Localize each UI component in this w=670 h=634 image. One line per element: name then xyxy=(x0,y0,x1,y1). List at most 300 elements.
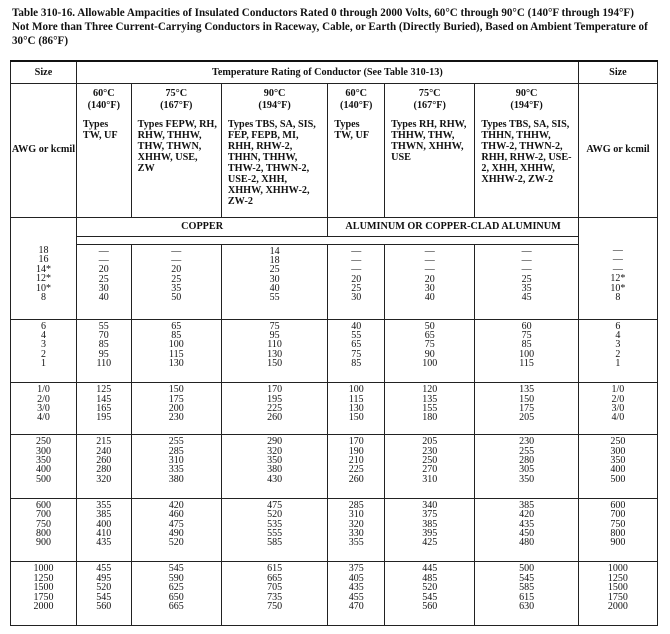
ampacity-value: 400 xyxy=(35,464,51,476)
group-cell-al60 xyxy=(328,319,385,383)
ampacity-table xyxy=(10,60,658,626)
types-cu-75: Types FEPW, RH, RHW, THHW, THW, THWN, XHHW, USE, ZW xyxy=(131,119,221,217)
ampacity-value: 135 xyxy=(519,384,535,396)
group-cell-cu75 xyxy=(131,435,221,499)
ampacity-value: 1500 xyxy=(33,582,54,594)
ampacity-value: 260 xyxy=(267,412,283,424)
group-cell-size-r xyxy=(578,244,657,319)
ampacity-value: 18 xyxy=(38,245,49,256)
group-cell-size-r xyxy=(578,435,657,499)
ampacity-value: 435 xyxy=(348,582,364,594)
group-cell-cu75 xyxy=(131,498,221,562)
ampacity-value: — xyxy=(424,264,435,276)
ampacity-value: 1/0 xyxy=(37,384,50,396)
group-cell-size xyxy=(11,319,77,383)
ampacity-value: 420 xyxy=(168,499,184,511)
ampacity-value: 520 xyxy=(96,582,112,594)
ampacity-value: — xyxy=(424,254,435,266)
ampacity-value: 320 xyxy=(267,445,283,457)
ampacity-value: 560 xyxy=(96,600,112,612)
group-cell-al75 xyxy=(385,383,475,435)
ampacity-value: 20 xyxy=(351,273,362,285)
ampacity-group-row xyxy=(11,435,658,499)
ampacity-value: 590 xyxy=(168,572,184,584)
ampacity-value: 130 xyxy=(168,358,184,370)
group-cell-al90 xyxy=(475,383,579,435)
ampacity-value: 300 xyxy=(610,445,626,457)
ampacity-value: 12* xyxy=(610,273,626,285)
ampacity-value: — xyxy=(612,263,623,275)
ampacity-value: 250 xyxy=(610,436,626,448)
ampacity-value: 45 xyxy=(521,292,532,304)
group-cell-al60 xyxy=(328,435,385,499)
ampacity-value: 30 xyxy=(98,283,109,295)
ampacity-value: 1000 xyxy=(33,563,54,575)
ampacity-value: 800 xyxy=(35,527,51,539)
ampacity-value: 455 xyxy=(348,591,364,603)
ampacity-value: 400 xyxy=(96,518,112,530)
ampacity-group-row xyxy=(11,498,658,562)
ampacity-value: 385 xyxy=(96,509,112,521)
group-cell-size-r xyxy=(578,319,657,383)
ampacity-value: 385 xyxy=(422,518,438,530)
ampacity-value: 615 xyxy=(267,563,283,575)
ampacity-value: 230 xyxy=(422,445,438,457)
ampacity-value: 425 xyxy=(422,537,438,549)
ampacity-value: 555 xyxy=(267,527,283,539)
ampacity-value: 3 xyxy=(615,339,621,351)
ampacity-value: 380 xyxy=(267,464,283,476)
size-spacer-left xyxy=(11,217,77,236)
awg-label-right: AWG or kcmil xyxy=(578,83,657,217)
ampacity-value: 1750 xyxy=(607,591,628,603)
ampacity-value: 115 xyxy=(168,348,184,360)
ampacity-value: 20 xyxy=(424,273,435,285)
ampacity-value: 165 xyxy=(96,402,112,414)
ampacity-value: 40 xyxy=(424,292,435,304)
ampacity-value: 4/0 xyxy=(611,412,625,424)
ampacity-value: 500 xyxy=(519,563,535,575)
ampacity-value: 2 xyxy=(40,348,46,360)
ampacity-value: 4 xyxy=(40,329,46,341)
ampacity-value: 1000 xyxy=(607,563,628,575)
ampacity-value: 175 xyxy=(168,393,184,405)
ampacity-value: 10* xyxy=(610,282,626,294)
ampacity-value: — xyxy=(521,254,532,266)
ampacity-value: 420 xyxy=(519,509,535,521)
ampacity-value: 90 xyxy=(424,348,435,360)
group-cell-cu60 xyxy=(76,498,131,562)
size-header-left: Size xyxy=(11,61,77,83)
ampacity-value: 30 xyxy=(424,283,435,295)
group-cell-size xyxy=(11,562,77,626)
ampacity-value: 2000 xyxy=(33,600,54,612)
ampacity-value: 65 xyxy=(351,339,362,351)
ampacity-value: 4 xyxy=(615,329,621,341)
ampacity-value: 60 xyxy=(521,320,532,332)
ampacity-value: 320 xyxy=(348,518,364,530)
ampacity-value: 310 xyxy=(168,455,184,466)
temp-header-al-90: 90°C (194°F) xyxy=(475,83,579,119)
group-cell-al60 xyxy=(328,383,385,435)
ampacity-value: 1250 xyxy=(607,572,628,584)
ampacity-value: 500 xyxy=(35,473,51,485)
group-cell-al90 xyxy=(475,498,579,562)
group-cell-cu60 xyxy=(76,435,131,499)
ampacity-value: 585 xyxy=(519,582,535,594)
ampacity-value: 470 xyxy=(348,600,364,612)
temp-header-al-60: 60°C (140°F) xyxy=(328,83,385,119)
ampacity-value: 3/0 xyxy=(611,402,625,414)
ampacity-value: 20 xyxy=(98,264,109,276)
ampacity-value: 55 xyxy=(269,292,280,304)
ampacity-value: 750 xyxy=(610,518,626,530)
ampacity-value: 150 xyxy=(519,393,535,405)
ampacity-value: 210 xyxy=(348,455,364,466)
ampacity-value: 1 xyxy=(40,358,46,370)
ampacity-value: 600 xyxy=(35,499,51,511)
awg-label-left: AWG or kcmil xyxy=(11,83,77,217)
ampacity-value: 665 xyxy=(168,600,184,612)
ampacity-value: — xyxy=(521,245,532,257)
ampacity-value: 85 xyxy=(351,358,362,370)
ampacity-value: 260 xyxy=(348,473,364,485)
ampacity-value: — xyxy=(612,254,623,266)
ampacity-value: 665 xyxy=(267,572,283,584)
ampacity-value: 300 xyxy=(35,445,51,457)
temp-header-cu-60: 60°C (140°F) xyxy=(76,83,131,119)
ampacity-value: 650 xyxy=(168,591,184,603)
ampacity-group-row xyxy=(11,383,658,435)
group-cell-cu75 xyxy=(131,319,221,383)
ampacity-value: 2000 xyxy=(607,600,628,612)
group-cell-size-r xyxy=(578,383,657,435)
ampacity-value: — xyxy=(612,245,623,256)
ampacity-value: 200 xyxy=(168,402,184,414)
ampacity-value: 75 xyxy=(351,348,362,360)
ampacity-value: — xyxy=(521,264,532,276)
group-cell-al60 xyxy=(328,498,385,562)
ampacity-value: 10* xyxy=(35,282,51,294)
ampacity-value: 16 xyxy=(38,254,49,266)
ampacity-value: 14* xyxy=(35,263,51,275)
ampacity-value: 285 xyxy=(348,499,364,511)
ampacity-value: 430 xyxy=(267,473,283,485)
ampacity-value: 700 xyxy=(610,509,626,521)
ampacity-value: 2/0 xyxy=(37,393,50,405)
ampacity-value: 475 xyxy=(267,499,283,511)
aluminum-header: ALUMINUM OR COPPER-CLAD ALUMINUM xyxy=(328,217,579,236)
group-cell-cu60 xyxy=(76,244,131,319)
ampacity-value: 410 xyxy=(96,527,112,539)
group-cell-cu75 xyxy=(131,383,221,435)
temp-header-cu-75: 75°C (167°F) xyxy=(131,83,221,119)
ampacity-value: 65 xyxy=(171,320,182,332)
ampacity-value: 355 xyxy=(348,537,364,549)
ampacity-value: 205 xyxy=(519,412,535,424)
ampacity-value: 190 xyxy=(348,445,364,457)
ampacity-value: 65 xyxy=(424,329,435,341)
ampacity-value: 205 xyxy=(422,436,438,448)
ampacity-value: 230 xyxy=(519,436,535,448)
ampacity-value: 3/0 xyxy=(37,402,50,414)
ampacity-value: 750 xyxy=(35,518,51,530)
group-cell-size xyxy=(11,244,77,319)
ampacity-value: 120 xyxy=(422,384,438,396)
ampacity-value: — xyxy=(351,264,362,276)
group-cell-size xyxy=(11,435,77,499)
ampacity-value: 1/0 xyxy=(611,384,625,396)
ampacity-value: 50 xyxy=(424,320,435,332)
ampacity-value: 900 xyxy=(35,537,51,549)
header-gap-row xyxy=(11,236,658,244)
types-cu-90: Types TBS, SA, SIS, FEP, FEPB, MI, RHH, RHW-2, THHN, THHW, THW-2, THWN-2, USE-2, XHH, XHHW, XHHW-2, ZW-2 xyxy=(221,119,327,217)
ampacity-value: 125 xyxy=(96,384,112,396)
ampacity-value: 145 xyxy=(96,393,112,405)
types-al-60: Types TW, UF xyxy=(328,119,385,217)
ampacity-value: 305 xyxy=(519,464,535,476)
group-cell-cu90 xyxy=(221,383,327,435)
ampacity-value: 630 xyxy=(519,600,535,612)
types-cu-60: Types TW, UF xyxy=(76,119,131,217)
ampacity-value: 180 xyxy=(422,412,438,424)
ampacity-value: 170 xyxy=(267,384,283,396)
ampacity-value: 435 xyxy=(96,537,112,549)
group-cell-al75 xyxy=(385,319,475,383)
ampacity-value: 225 xyxy=(348,464,364,476)
ampacity-value: 485 xyxy=(422,572,438,584)
ampacity-value: 900 xyxy=(610,537,626,549)
group-cell-size-r xyxy=(578,562,657,626)
ampacity-value: 150 xyxy=(348,412,364,424)
ampacity-value: 1250 xyxy=(33,572,54,584)
group-cell-cu90 xyxy=(221,562,327,626)
ampacity-value: 705 xyxy=(267,582,283,594)
ampacity-value: 2/0 xyxy=(611,393,625,405)
ampacity-value: 195 xyxy=(96,412,112,424)
group-cell-cu90 xyxy=(221,498,327,562)
ampacity-value: 30 xyxy=(351,292,362,304)
ampacity-value: — xyxy=(171,245,182,257)
ampacity-value: 800 xyxy=(610,527,626,539)
temperature-rating-header: Temperature Rating of Conductor (See Table 310-13) xyxy=(76,61,578,83)
ampacity-value: 280 xyxy=(96,464,112,476)
ampacity-value: 400 xyxy=(610,464,626,476)
ampacity-value: 385 xyxy=(519,499,535,511)
ampacity-value: 215 xyxy=(96,436,112,448)
ampacity-value: 130 xyxy=(348,402,364,414)
ampacity-value: — xyxy=(98,245,109,257)
group-cell-al60 xyxy=(328,562,385,626)
ampacity-value: 380 xyxy=(168,473,184,485)
group-cell-al60 xyxy=(328,244,385,319)
group-cell-size xyxy=(11,498,77,562)
ampacity-group-row xyxy=(11,244,658,319)
ampacity-value: 280 xyxy=(519,455,535,466)
ampacity-value: 55 xyxy=(98,320,109,332)
ampacity-value: 240 xyxy=(96,445,112,457)
group-cell-al75 xyxy=(385,244,475,319)
ampacity-group-row xyxy=(11,562,658,626)
ampacity-value: 195 xyxy=(267,393,283,405)
ampacity-value: 75 xyxy=(269,320,280,332)
ampacity-value: 455 xyxy=(96,563,112,575)
ampacity-value: 335 xyxy=(168,464,184,476)
ampacity-value: 1500 xyxy=(607,582,628,594)
ampacity-value: 25 xyxy=(98,273,109,285)
ampacity-value: 600 xyxy=(610,499,626,511)
ampacity-value: 395 xyxy=(422,527,438,539)
ampacity-value: 260 xyxy=(96,455,112,466)
ampacity-value: 95 xyxy=(269,329,280,341)
ampacity-value: 170 xyxy=(348,436,364,448)
ampacity-value: 100 xyxy=(519,348,535,360)
ampacity-value: — xyxy=(98,254,109,266)
ampacity-value: 30 xyxy=(269,273,280,285)
group-cell-cu75 xyxy=(131,562,221,626)
ampacity-value: 535 xyxy=(267,518,283,530)
ampacity-value: 350 xyxy=(35,455,51,466)
ampacity-value: 85 xyxy=(521,339,532,351)
group-cell-cu60 xyxy=(76,319,131,383)
ampacity-value: 70 xyxy=(98,329,109,341)
ampacity-value: 1750 xyxy=(33,591,54,603)
ampacity-value: 1 xyxy=(615,358,621,370)
ampacity-value: 750 xyxy=(267,600,283,612)
ampacity-value: 560 xyxy=(422,600,438,612)
ampacity-value: 110 xyxy=(267,339,282,351)
ampacity-value: 110 xyxy=(96,358,112,370)
ampacity-value: 495 xyxy=(96,572,112,584)
ampacity-value: 435 xyxy=(519,518,535,530)
ampacity-value: 700 xyxy=(35,509,51,521)
ampacity-value: 545 xyxy=(168,563,184,575)
group-cell-al75 xyxy=(385,498,475,562)
ampacity-value: 285 xyxy=(168,445,184,457)
ampacity-value: 155 xyxy=(422,402,438,414)
ampacity-value: 40 xyxy=(98,292,109,304)
ampacity-value: 545 xyxy=(96,591,112,603)
ampacity-value: 460 xyxy=(168,509,184,521)
ampacity-value: 255 xyxy=(168,436,184,448)
ampacity-value: 150 xyxy=(168,384,184,396)
ampacity-group-row xyxy=(11,319,658,383)
ampacity-value: 25 xyxy=(351,283,362,295)
ampacity-value: 405 xyxy=(348,572,364,584)
temp-header-cu-90: 90°C (194°F) xyxy=(221,83,327,119)
ampacity-value: 445 xyxy=(422,563,438,575)
group-cell-al75 xyxy=(385,562,475,626)
ampacity-value: 75 xyxy=(521,329,532,341)
group-cell-size xyxy=(11,383,77,435)
ampacity-value: 25 xyxy=(171,273,182,285)
group-cell-al90 xyxy=(475,562,579,626)
ampacity-value: 450 xyxy=(519,527,535,539)
ampacity-value: 475 xyxy=(168,518,184,530)
ampacity-value: 735 xyxy=(267,591,283,603)
ampacity-value: 270 xyxy=(422,464,438,476)
ampacity-value: 500 xyxy=(610,473,626,485)
ampacity-value: 545 xyxy=(422,591,438,603)
ampacity-value: 75 xyxy=(424,339,435,351)
group-cell-al90 xyxy=(475,435,579,499)
group-cell-cu60 xyxy=(76,562,131,626)
ampacity-value: 350 xyxy=(267,455,283,466)
ampacity-value: 6 xyxy=(40,320,46,332)
ampacity-value: 310 xyxy=(348,509,364,521)
ampacity-value: 100 xyxy=(422,358,438,370)
ampacity-value: 2 xyxy=(615,348,621,360)
ampacity-value: 490 xyxy=(168,527,184,539)
ampacity-value: 330 xyxy=(348,527,364,539)
group-cell-cu90 xyxy=(221,319,327,383)
ampacity-value: 8 xyxy=(615,291,621,303)
ampacity-value: 130 xyxy=(267,348,283,360)
group-cell-cu60 xyxy=(76,383,131,435)
size-header-right: Size xyxy=(578,61,657,83)
ampacity-value: 625 xyxy=(168,582,184,594)
ampacity-value: 480 xyxy=(519,537,535,549)
ampacity-value: 100 xyxy=(348,384,364,396)
ampacity-value: 4/0 xyxy=(37,412,50,424)
ampacity-value: 355 xyxy=(96,499,112,511)
ampacity-value: 310 xyxy=(422,473,438,485)
ampacity-value: 3 xyxy=(40,339,46,351)
ampacity-value: 135 xyxy=(422,393,438,405)
ampacity-value: 545 xyxy=(519,572,535,584)
ampacity-value: 520 xyxy=(267,509,283,521)
ampacity-value: 40 xyxy=(351,320,362,332)
group-cell-al90 xyxy=(475,319,579,383)
ampacity-value: 85 xyxy=(98,339,109,351)
ampacity-value: 8 xyxy=(40,291,46,303)
ampacity-value: 290 xyxy=(267,436,283,448)
types-al-90: Types TBS, SA, SIS, THHN, THHW, THW-2, THWN-2, RHH, RHW-2, USE-2, XHH, XHHW, XHHW-2, ZW-2 xyxy=(475,119,579,217)
group-cell-al90 xyxy=(475,244,579,319)
group-cell-al75 xyxy=(385,435,475,499)
group-cell-cu90 xyxy=(221,244,327,319)
temp-header-al-75: 75°C (167°F) xyxy=(385,83,475,119)
ampacity-value: 115 xyxy=(348,393,364,405)
ampacity-value: 25 xyxy=(521,273,532,285)
ampacity-value: 340 xyxy=(422,499,438,511)
ampacity-value: 100 xyxy=(168,339,184,351)
ampacity-value: 40 xyxy=(269,283,280,295)
ampacity-value: 520 xyxy=(168,537,184,549)
group-cell-size-r xyxy=(578,498,657,562)
ampacity-value: 230 xyxy=(168,412,184,424)
ampacity-value: 12* xyxy=(35,273,51,285)
ampacity-value: 585 xyxy=(267,537,283,549)
ampacity-value: 225 xyxy=(267,402,283,414)
ampacity-value: 250 xyxy=(35,436,51,448)
ampacity-value: — xyxy=(351,254,362,266)
ampacity-value: 375 xyxy=(348,563,364,575)
ampacity-value: — xyxy=(424,245,435,257)
ampacity-value: 50 xyxy=(171,292,182,304)
ampacity-value: 20 xyxy=(171,264,182,276)
ampacity-value: 175 xyxy=(519,402,535,414)
ampacity-value: 14 xyxy=(269,245,280,257)
ampacity-value: 115 xyxy=(519,358,534,370)
ampacity-value: — xyxy=(171,254,182,266)
types-al-75: Types RH, RHW, THHW, THW, THWN, XHHW, USE xyxy=(385,119,475,217)
ampacity-value: 18 xyxy=(269,254,280,266)
ampacity-value: 615 xyxy=(519,591,535,603)
ampacity-value: 6 xyxy=(615,320,621,332)
ampacity-value: 55 xyxy=(351,329,362,341)
ampacity-value: 25 xyxy=(269,264,280,276)
